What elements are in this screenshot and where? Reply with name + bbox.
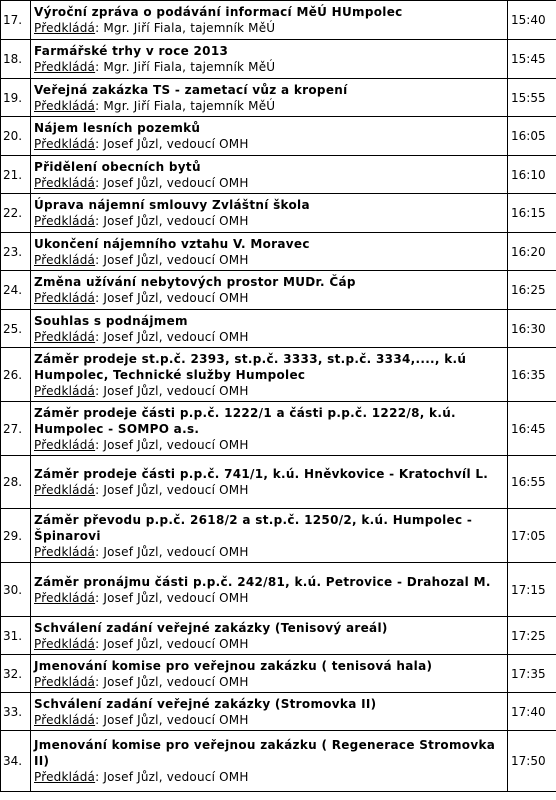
item-number: 18. bbox=[1, 40, 31, 79]
item-number: 23. bbox=[1, 233, 31, 271]
item-time: 16:35 bbox=[508, 348, 556, 402]
presenter-label: Předkládá bbox=[34, 21, 96, 35]
item-presenter: Předkládá: Josef Jůzl, vedoucí OMH bbox=[34, 544, 249, 559]
agenda-row bbox=[1, 117, 556, 156]
item-title: Nájem lesních pozemků bbox=[34, 121, 201, 135]
agenda-row bbox=[1, 194, 556, 233]
item-cell bbox=[31, 402, 508, 456]
item-cell bbox=[31, 1, 508, 40]
agenda-row bbox=[1, 655, 556, 693]
agenda-row bbox=[1, 563, 556, 617]
presenter-label: Předkládá bbox=[34, 674, 96, 689]
item-title: Jmenování komise pro veřejnou zakázku ( Regenerace Stromovka II) bbox=[34, 738, 496, 768]
item-cell bbox=[31, 79, 508, 117]
presenter-name: Josef Jůzl, vedoucí OMH bbox=[103, 674, 249, 689]
item-number: 30. bbox=[1, 563, 31, 617]
item-title: Ukončení nájemního vztahu V. Moravec bbox=[34, 236, 310, 251]
item-number: 27. bbox=[1, 402, 31, 456]
item-number: 32. bbox=[1, 655, 31, 693]
item-title: Farmářské trhy v roce 2013 bbox=[34, 44, 229, 58]
item-time: 17:25 bbox=[508, 617, 556, 655]
item-number: 34. bbox=[1, 731, 31, 792]
item-title: Souhlas s podnájmem bbox=[34, 313, 188, 328]
item-title: Záměr prodeje st.p.č. 2393, st.p.č. 3333, st.p.č. 3334,...., k.ú Humpolec, Technické služby Humpolec bbox=[34, 351, 467, 382]
item-number: 28. bbox=[1, 456, 31, 509]
item-presenter: Předkládá: Mgr. Jiří Fiala, tajemník MěÚ bbox=[34, 21, 276, 35]
item-title: Záměr převodu p.p.č. 2618/2 a st.p.č. 1250/2, k.ú. Humpolec - Špinarovi bbox=[34, 512, 473, 543]
presenter-label: Předkládá bbox=[34, 437, 96, 452]
item-number: 19. bbox=[1, 79, 31, 117]
presenter-name: Josef Jůzl, vedoucí OMH bbox=[103, 590, 249, 605]
presenter-label: Předkládá bbox=[34, 383, 96, 398]
agenda-row bbox=[1, 156, 556, 194]
item-title: Přidělení obecních bytů bbox=[34, 159, 201, 174]
presenter-label: Předkládá bbox=[34, 636, 96, 651]
item-cell bbox=[31, 348, 508, 402]
item-title: Záměr prodeje části p.p.č. 1222/1 a části p.p.č. 1222/8, k.ú. Humpolec - SOMPO a.s. bbox=[34, 405, 456, 436]
item-time: 17:15 bbox=[508, 563, 556, 617]
item-cell bbox=[31, 40, 508, 79]
item-cell bbox=[31, 233, 508, 271]
item-presenter: Předkládá: Josef Jůzl, vedoucí OMH bbox=[34, 252, 249, 267]
presenter-name: Josef Jůzl, vedoucí OMH bbox=[103, 291, 249, 305]
item-time: 16:30 bbox=[508, 310, 556, 348]
presenter-name: Josef Jůzl, vedoucí OMH bbox=[103, 383, 249, 398]
presenter-name: Josef Jůzl, vedoucí OMH bbox=[103, 329, 249, 344]
item-number: 22. bbox=[1, 194, 31, 233]
agenda-row bbox=[1, 348, 556, 402]
agenda-row bbox=[1, 40, 556, 79]
item-presenter: Předkládá: Josef Jůzl, vedoucí OMH bbox=[34, 137, 249, 151]
agenda-row bbox=[1, 233, 556, 271]
presenter-label: Předkládá bbox=[34, 544, 96, 559]
item-number: 25. bbox=[1, 310, 31, 348]
presenter-name: Josef Jůzl, vedoucí OMH bbox=[103, 483, 249, 497]
presenter-label: Předkládá bbox=[34, 590, 96, 605]
agenda-row bbox=[1, 693, 556, 731]
item-time: 16:45 bbox=[508, 402, 556, 456]
item-title: Záměr pronájmu části p.p.č. 242/81, k.ú. Petrovice - Drahozal M. bbox=[34, 574, 491, 589]
presenter-name: Josef Jůzl, vedoucí OMH bbox=[103, 712, 249, 727]
presenter-label: Předkládá bbox=[34, 329, 96, 344]
item-presenter: Předkládá: Josef Jůzl, vedoucí OMH bbox=[34, 712, 249, 727]
item-number: 33. bbox=[1, 693, 31, 731]
presenter-name: Josef Jůzl, vedoucí OMH bbox=[103, 214, 249, 228]
item-presenter: Předkládá: Josef Jůzl, vedoucí OMH bbox=[34, 590, 249, 605]
presenter-name: Josef Jůzl, vedoucí OMH bbox=[103, 770, 249, 784]
item-title: Změna užívání nebytových prostor MUDr. Čáp bbox=[34, 275, 356, 289]
agenda-row bbox=[1, 310, 556, 348]
item-presenter: Předkládá: Josef Jůzl, vedoucí OMH bbox=[34, 329, 249, 344]
presenter-name: Josef Jůzl, vedoucí OMH bbox=[103, 636, 249, 651]
item-cell bbox=[31, 693, 508, 731]
item-number: 17. bbox=[1, 1, 31, 40]
item-time: 17:35 bbox=[508, 655, 556, 693]
item-title: Veřejná zakázka TS - zametací vůz a kropení bbox=[34, 82, 348, 97]
presenter-label: Předkládá bbox=[34, 137, 96, 151]
item-presenter: Předkládá: Mgr. Jiří Fiala, tajemník MěÚ bbox=[34, 98, 276, 113]
item-time: 15:40 bbox=[508, 1, 556, 40]
presenter-label: Předkládá bbox=[34, 60, 96, 74]
item-title: Schválení zadání veřejné zakázky (Tenisový areál) bbox=[34, 620, 388, 635]
item-presenter: Předkládá: Josef Jůzl, vedoucí OMH bbox=[34, 483, 249, 497]
item-title: Záměr prodeje části p.p.č. 741/1, k.ú. Hněvkovice - Kratochvíl L. bbox=[34, 467, 489, 481]
item-time: 16:25 bbox=[508, 271, 556, 310]
agenda-row bbox=[1, 509, 556, 563]
presenter-name: Mgr. Jiří Fiala, tajemník MěÚ bbox=[103, 60, 276, 74]
agenda-row bbox=[1, 1, 556, 40]
item-time: 16:15 bbox=[508, 194, 556, 233]
item-time: 15:45 bbox=[508, 40, 556, 79]
item-presenter: Předkládá: Josef Jůzl, vedoucí OMH bbox=[34, 636, 249, 651]
presenter-label: Předkládá bbox=[34, 252, 96, 267]
agenda-row bbox=[1, 456, 556, 509]
item-cell bbox=[31, 156, 508, 194]
item-presenter: Předkládá: Josef Jůzl, vedoucí OMH bbox=[34, 437, 249, 452]
agenda-row bbox=[1, 731, 556, 792]
agenda-row bbox=[1, 617, 556, 655]
item-time: 17:50 bbox=[508, 731, 556, 792]
agenda-body bbox=[1, 1, 556, 792]
presenter-label: Předkládá bbox=[34, 291, 96, 305]
item-cell bbox=[31, 194, 508, 233]
item-number: 26. bbox=[1, 348, 31, 402]
item-cell bbox=[31, 655, 508, 693]
item-cell bbox=[31, 731, 508, 792]
item-presenter: Předkládá: Josef Jůzl, vedoucí OMH bbox=[34, 214, 249, 228]
agenda-row bbox=[1, 79, 556, 117]
presenter-label: Předkládá bbox=[34, 214, 96, 228]
item-presenter: Předkládá: Josef Jůzl, vedoucí OMH bbox=[34, 674, 249, 689]
presenter-label: Předkládá bbox=[34, 483, 96, 497]
item-cell bbox=[31, 310, 508, 348]
agenda-row bbox=[1, 402, 556, 456]
item-time: 16:55 bbox=[508, 456, 556, 509]
item-number: 24. bbox=[1, 271, 31, 310]
item-time: 16:05 bbox=[508, 117, 556, 156]
item-time: 15:55 bbox=[508, 79, 556, 117]
item-cell bbox=[31, 456, 508, 509]
item-presenter: Předkládá: Josef Jůzl, vedoucí OMH bbox=[34, 291, 249, 305]
item-time: 16:20 bbox=[508, 233, 556, 271]
presenter-name: Josef Jůzl, vedoucí OMH bbox=[103, 175, 249, 190]
item-presenter: Předkládá: Mgr. Jiří Fiala, tajemník MěÚ bbox=[34, 60, 276, 74]
presenter-name: Josef Jůzl, vedoucí OMH bbox=[103, 437, 249, 452]
item-title: Jmenování komise pro veřejnou zakázku ( tenisová hala) bbox=[34, 658, 433, 673]
item-time: 17:05 bbox=[508, 509, 556, 563]
presenter-name: Josef Jůzl, vedoucí OMH bbox=[103, 544, 249, 559]
presenter-name: Josef Jůzl, vedoucí OMH bbox=[103, 252, 249, 267]
item-cell bbox=[31, 617, 508, 655]
presenter-label: Předkládá bbox=[34, 175, 96, 190]
item-cell bbox=[31, 271, 508, 310]
presenter-name: Mgr. Jiří Fiala, tajemník MěÚ bbox=[103, 98, 276, 113]
item-time: 17:40 bbox=[508, 693, 556, 731]
item-number: 29. bbox=[1, 509, 31, 563]
item-title: Schválení zadání veřejné zakázky (Stromovka II) bbox=[34, 696, 377, 711]
presenter-label: Předkládá bbox=[34, 712, 96, 727]
item-title: Úprava nájemní smlouvy Zvláštní škola bbox=[34, 198, 310, 212]
item-number: 20. bbox=[1, 117, 31, 156]
item-number: 31. bbox=[1, 617, 31, 655]
item-cell bbox=[31, 117, 508, 156]
item-number: 21. bbox=[1, 156, 31, 194]
presenter-label: Předkládá bbox=[34, 98, 96, 113]
item-presenter: Předkládá: Josef Jůzl, vedoucí OMH bbox=[34, 383, 249, 398]
presenter-name: Mgr. Jiří Fiala, tajemník MěÚ bbox=[103, 21, 276, 35]
item-cell bbox=[31, 509, 508, 563]
presenter-name: Josef Jůzl, vedoucí OMH bbox=[103, 137, 249, 151]
item-cell bbox=[31, 563, 508, 617]
item-time: 16:10 bbox=[508, 156, 556, 194]
item-presenter: Předkládá: Josef Jůzl, vedoucí OMH bbox=[34, 175, 249, 190]
agenda-row bbox=[1, 271, 556, 310]
item-presenter: Předkládá: Josef Jůzl, vedoucí OMH bbox=[34, 770, 249, 784]
item-title: Výroční zpráva o podávání informací MěÚ HUmpolec bbox=[34, 5, 403, 19]
presenter-label: Předkládá bbox=[34, 770, 96, 784]
